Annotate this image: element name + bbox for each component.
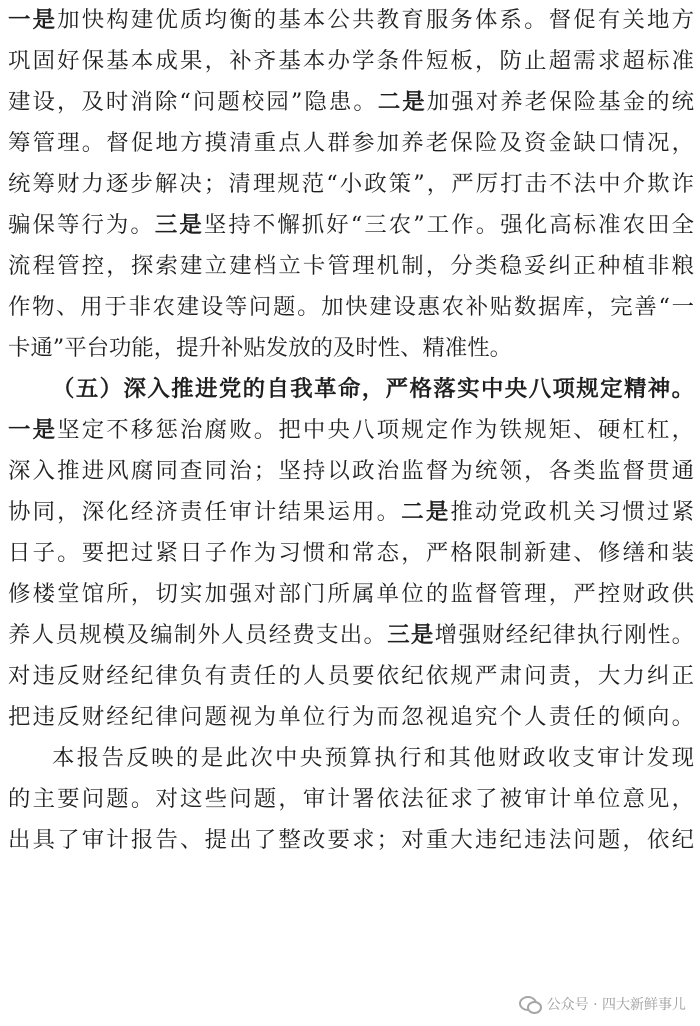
text-run: 流程管控，探索建立建档立卡管理机制，分类稳妥纠正种植非粮 bbox=[8, 253, 694, 279]
bold-text-run: 二是 bbox=[401, 499, 451, 525]
bold-text-run: 三是 bbox=[387, 622, 435, 648]
text-run: 巩固好保基本成果，补齐基本办学条件短板，防止超需求超标准 bbox=[8, 48, 694, 74]
watermark bbox=[519, 994, 686, 1014]
text-run: 骗保等行为。 bbox=[8, 212, 155, 238]
text-line bbox=[8, 287, 694, 327]
bold-text-run: 三是 bbox=[154, 212, 204, 238]
text-line bbox=[8, 574, 694, 614]
text-line bbox=[8, 451, 694, 491]
bold-text-run: 二是 bbox=[377, 89, 427, 115]
text-line bbox=[8, 205, 694, 245]
text-run: 深入推进风腐同查同治；坚持以政治监督为统领，各类监督贯通 bbox=[8, 458, 694, 484]
text-run: 出具了审计报告、提出了整改要求；对重大违纪违法问题，依纪 bbox=[8, 827, 694, 853]
text-run: 养人员规模及编制外人员经费支出。 bbox=[8, 622, 388, 648]
paragraph-start-line bbox=[8, 738, 694, 778]
text-run: 增强财经纪律执行刚性。 bbox=[434, 622, 694, 648]
text-run: 卡通”平台功能，提升补贴发放的及时性、精准性。 bbox=[8, 335, 513, 361]
text-run: 协同，深化经济责任审计结果运用。 bbox=[8, 499, 402, 525]
text-run: 本报告反映的是此次中央预算执行和其他财政收支审计发现 bbox=[52, 745, 694, 771]
text-run: 推动党政机关习惯过紧 bbox=[450, 499, 694, 525]
text-line bbox=[8, 82, 694, 122]
text-line-end bbox=[8, 328, 694, 368]
watermark-text: 公众号 · 四大新鲜事儿 bbox=[546, 997, 686, 1013]
text-run: 对违反财经纪律负有责任的人员要依纪依规严肃问责，大力纠正 bbox=[8, 663, 694, 689]
text-line bbox=[8, 164, 694, 204]
text-line bbox=[8, 533, 694, 573]
bold-text-run: 一是 bbox=[8, 417, 58, 443]
wechat-icon bbox=[519, 995, 541, 1013]
text-run: 作物、用于非农建设等问题。加快建设惠农补贴数据库，完善“一 bbox=[8, 294, 694, 320]
text-run: 统筹财力逐步解决；清理规范“小政策”，严厉打击不法中介欺诈 bbox=[8, 171, 694, 197]
text-run: 日子。要把过紧日子作为习惯和常态，严格限制新建、修缮和装 bbox=[8, 540, 694, 566]
text-run: 加强对养老保险基金的统 bbox=[426, 89, 694, 115]
text-run: 坚定不移惩治腐败。把中央八项规定作为铁规矩、硬杠杠， bbox=[57, 417, 694, 443]
text-line bbox=[8, 0, 694, 40]
text-run: 把违反财经纪律问题视为单位行为而忽视追究个人责任的倾向。 bbox=[8, 704, 694, 730]
text-line bbox=[8, 779, 694, 819]
text-run: 坚持不懈抓好“三农”工作。强化高标准农田全 bbox=[203, 212, 694, 238]
text-line bbox=[8, 246, 694, 286]
bold-text-run: 一是 bbox=[8, 7, 58, 33]
text-line bbox=[8, 697, 694, 737]
text-run: 的主要问题。对这些问题，审计署依法征求了被审计单位意见， bbox=[8, 786, 694, 812]
text-run: 建设，及时消除“问题校园”隐患。 bbox=[8, 89, 378, 115]
text-line bbox=[8, 410, 694, 450]
bold-text-run: （五）深入推进党的自我革命，严格落实中央八项规定精神。 bbox=[52, 376, 694, 402]
text-line bbox=[8, 820, 694, 860]
section-heading bbox=[8, 369, 694, 409]
text-run: 筹管理。督促地方摸清重点人群参加养老保险及资金缺口情况， bbox=[8, 130, 694, 156]
text-line bbox=[8, 615, 694, 655]
text-line bbox=[8, 123, 694, 163]
text-line bbox=[8, 656, 694, 696]
text-line bbox=[8, 492, 694, 532]
text-line bbox=[8, 41, 694, 81]
text-run: 修楼堂馆所，切实加强对部门所属单位的监督管理，严控财政供 bbox=[8, 581, 694, 607]
text-run: 加快构建优质均衡的基本公共教育服务体系。督促有关地方 bbox=[57, 7, 694, 33]
